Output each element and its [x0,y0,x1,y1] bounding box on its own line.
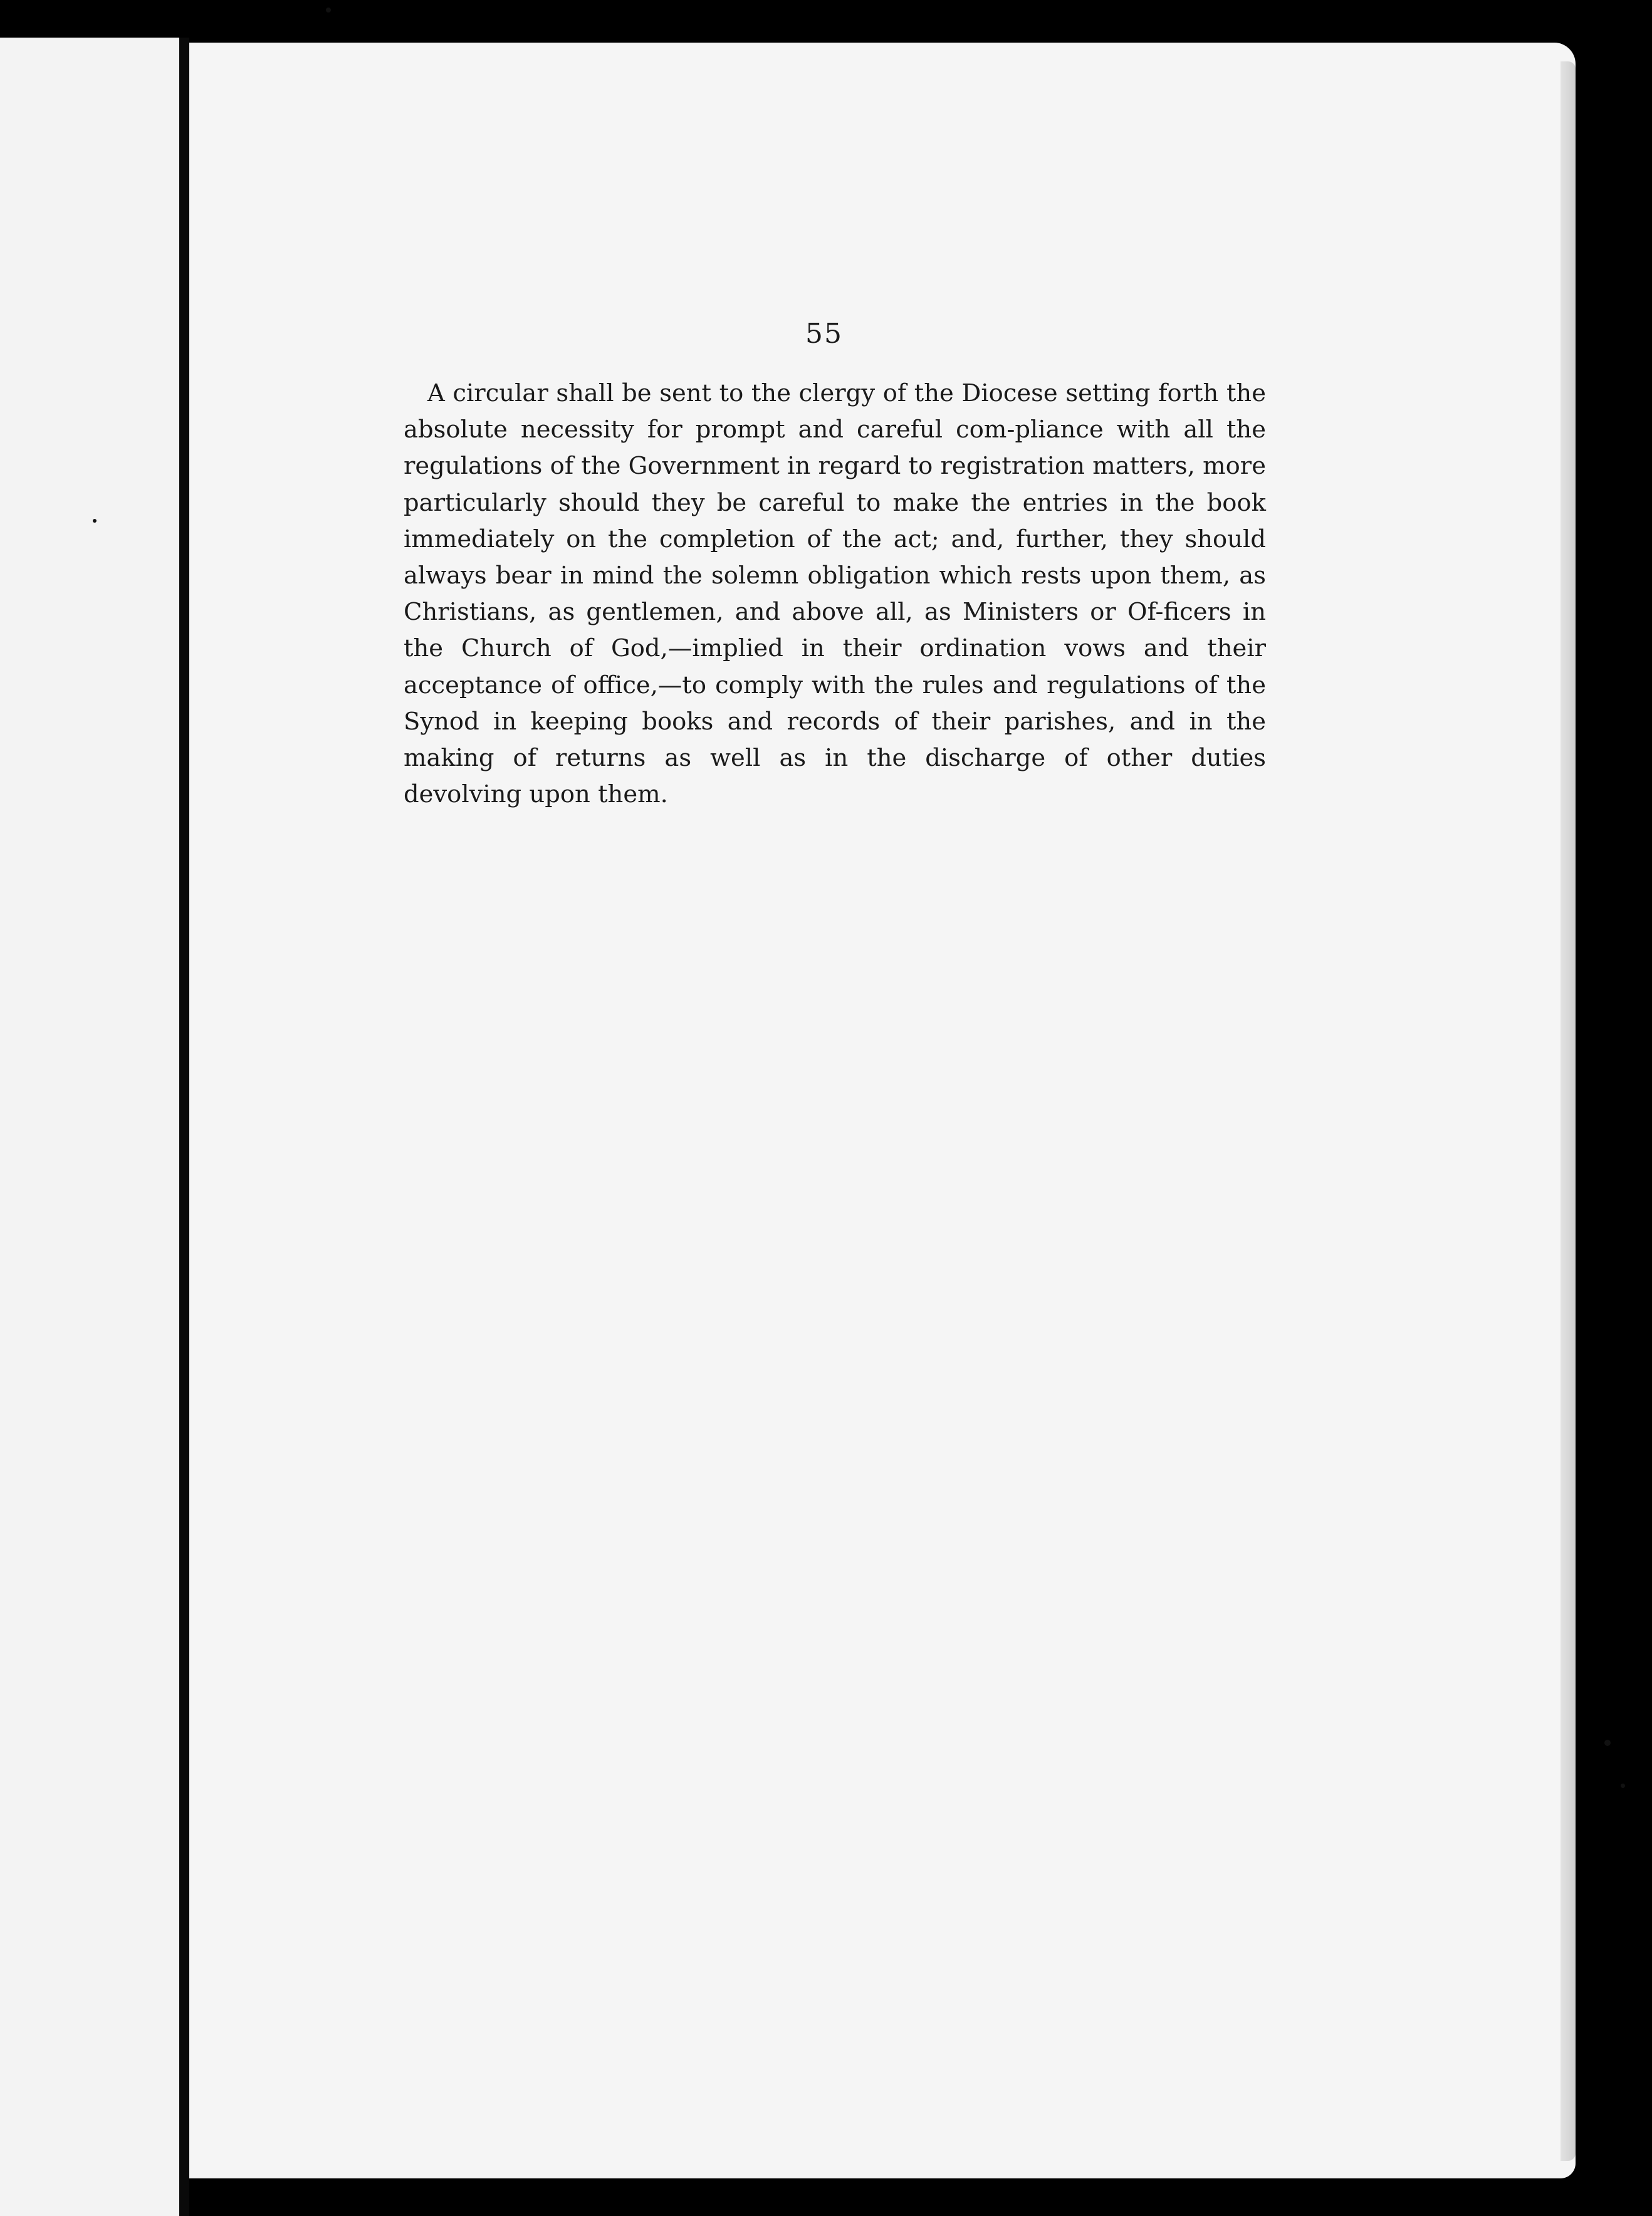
facing-page-edge [0,38,179,2216]
binding-gutter [179,38,189,2216]
page-number: 55 [805,318,843,350]
document-page [189,43,1576,2178]
scan-speck [93,519,97,523]
scan-speck [326,8,331,13]
page-edge-shadow [1561,61,1576,2161]
scan-speck [1604,1740,1611,1746]
scan-speck [1621,1784,1625,1788]
page-number-row [189,318,1644,350]
body-paragraph: A circular shall be sent to the clergy of the Diocese setting forth the absolute necessity for prompt and careful com-pliance with all the regulations of the Government in regard to registration matters, more particularly should they be careful to make the entries in the book immediately on the completion of the act; and, further, they should always bear in mind the solemn obligation which rests upon them, as Christians, as gentlemen, and above all, as Ministers or Of-ficers in the Church of God,—implied in their ordination vows and their acceptance of office,—to comply with the rules and regulations of the Synod in keeping books and records of their parishes, and in the making of returns as well as in the discharge of other duties devolving upon them. [404,379,1266,809]
